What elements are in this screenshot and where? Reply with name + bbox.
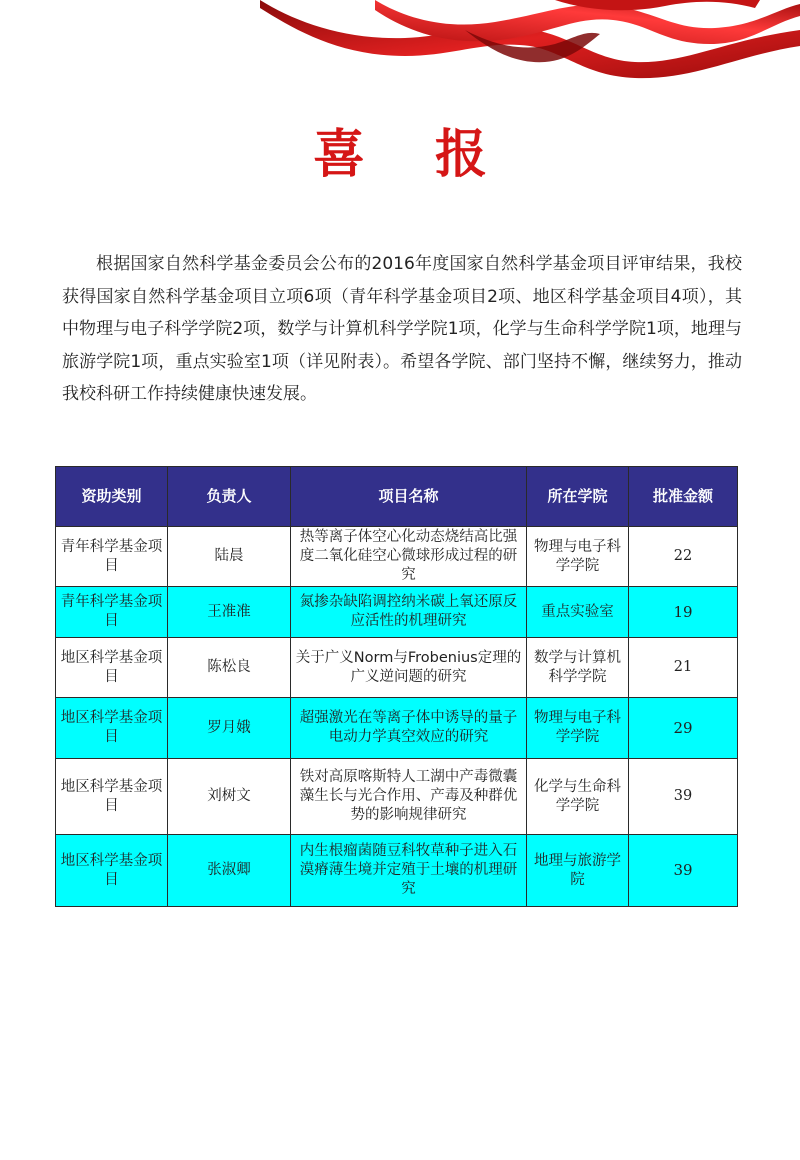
cell-category: 地区科学基金项目	[56, 638, 168, 698]
table-row	[56, 638, 738, 698]
cell-amount: 29	[629, 698, 738, 759]
table-header-row	[56, 467, 738, 527]
table-row	[56, 759, 738, 835]
table-row	[56, 835, 738, 907]
cell-amount: 39	[629, 835, 738, 907]
header-project: 项目名称	[291, 467, 527, 527]
cell-project: 关于广义Norm与Frobenius定理的广义逆问题的研究	[291, 638, 527, 698]
cell-college: 地理与旅游学院	[527, 835, 629, 907]
cell-college: 物理与电子科学学院	[527, 698, 629, 759]
grants-table	[55, 466, 738, 907]
cell-category: 青年科学基金项目	[56, 587, 168, 638]
cell-amount: 21	[629, 638, 738, 698]
cell-amount: 22	[629, 527, 738, 587]
cell-leader: 陈松良	[168, 638, 291, 698]
cell-leader: 王准准	[168, 587, 291, 638]
cell-college: 化学与生命科学学院	[527, 759, 629, 835]
cell-leader: 刘树文	[168, 759, 291, 835]
table-row	[56, 698, 738, 759]
cell-leader: 张淑卿	[168, 835, 291, 907]
cell-project: 内生根瘤菌随豆科牧草种子进入石漠瘠薄生境并定殖于土壤的机理研究	[291, 835, 527, 907]
header-amount: 批准金额	[629, 467, 738, 527]
cell-amount: 19	[629, 587, 738, 638]
cell-category: 地区科学基金项目	[56, 698, 168, 759]
cell-college: 重点实验室	[527, 587, 629, 638]
cell-amount: 39	[629, 759, 738, 835]
cell-college: 数学与计算机科学学院	[527, 638, 629, 698]
table-row	[56, 527, 738, 587]
cell-project: 超强激光在等离子体中诱导的量子电动力学真空效应的研究	[291, 698, 527, 759]
header-category: 资助类别	[56, 467, 168, 527]
cell-leader: 陆晨	[168, 527, 291, 587]
header-college: 所在学院	[527, 467, 629, 527]
red-ribbon-decoration	[255, 0, 800, 80]
announcement-paragraph: 根据国家自然科学基金委员会公布的2016年度国家自然科学基金项目评审结果，我校获得国家自然科学基金项目立项6项（青年科学基金项目2项、地区科学基金项目4项），其中物理与电子科学学院2项，数学与计算机科学学院1项，化学与生命科学学院1项，地理与旅游学院1项，重点实验室1项（详见附表）。希望各学院、部门坚持不懈，继续努力，推动我校科研工作持续健康快速发展。	[62, 254, 742, 404]
page-title: 喜 报	[312, 124, 514, 185]
header-leader: 负责人	[168, 467, 291, 527]
cell-project: 热等离子体空心化动态烧结高比强度二氧化硅空心微球形成过程的研究	[291, 527, 527, 587]
table-row	[56, 587, 738, 638]
cell-category: 地区科学基金项目	[56, 759, 168, 835]
cell-category: 青年科学基金项目	[56, 527, 168, 587]
cell-project: 铁对高原喀斯特人工湖中产毒微囊藻生长与光合作用、产毒及种群优势的影响规律研究	[291, 759, 527, 835]
cell-leader: 罗月娥	[168, 698, 291, 759]
cell-college: 物理与电子科学学院	[527, 527, 629, 587]
cell-category: 地区科学基金项目	[56, 835, 168, 907]
cell-project: 氮掺杂缺陷调控纳米碳上氧还原反应活性的机理研究	[291, 587, 527, 638]
